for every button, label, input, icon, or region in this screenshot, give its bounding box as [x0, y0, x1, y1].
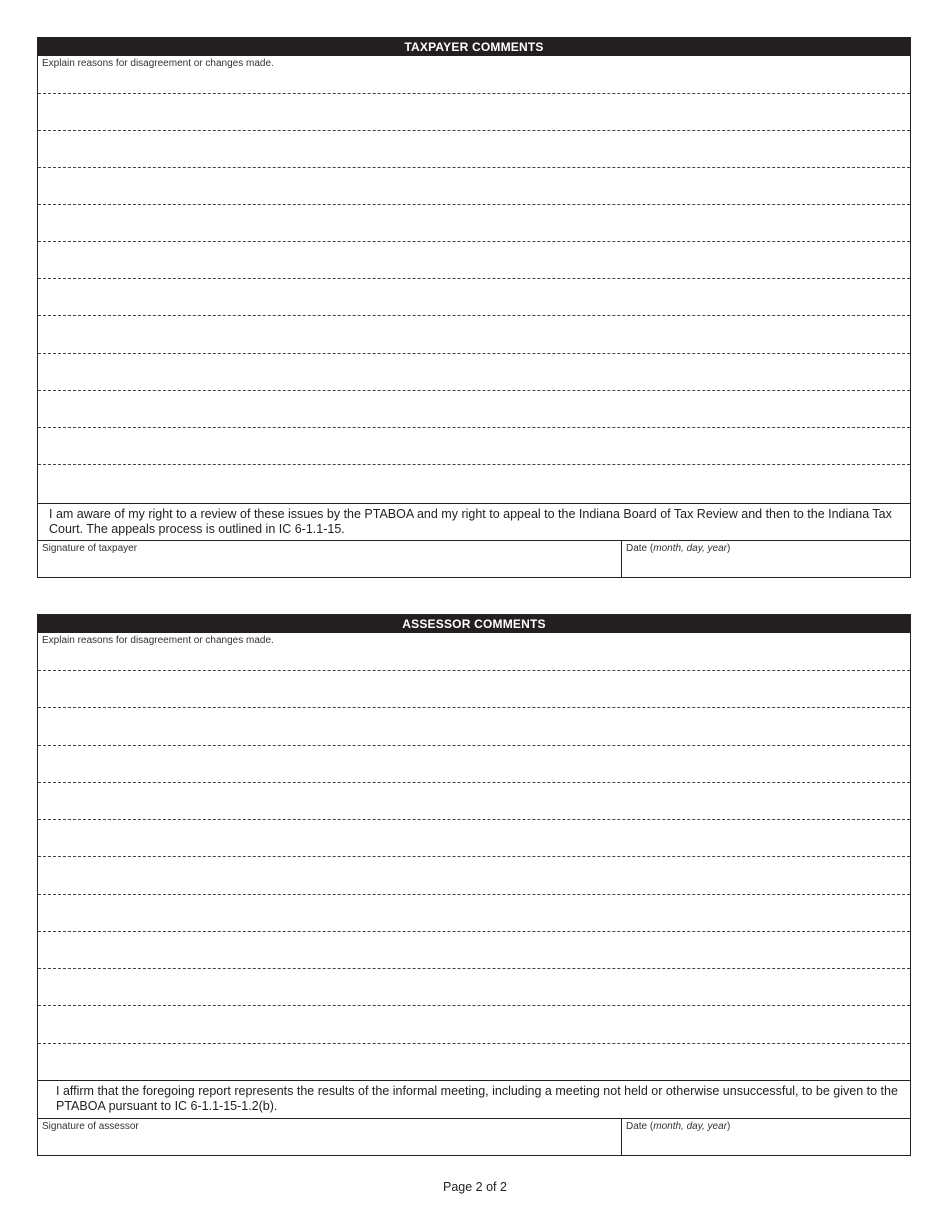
comment-line — [38, 464, 910, 465]
comment-line — [38, 278, 910, 279]
assessor-date-label: Date (month, day, year) — [626, 1121, 731, 1132]
comment-line — [38, 93, 910, 94]
comment-line — [38, 1005, 910, 1006]
taxpayer-affirmation: I am aware of my right to a review of these issues by the PTABOA and my right to appeal to the Indiana Board of Tax Review and then to the Indiana Tax Court. The appeals process is outlined in IC 6-1.1-15. — [38, 503, 910, 542]
comment-line — [38, 353, 910, 354]
assessor-comments-section — [37, 614, 911, 1156]
page-number: Page 2 of 2 — [443, 1180, 507, 1194]
assessor-comments-header: ASSESSOR COMMENTS — [38, 615, 910, 633]
comment-line — [38, 745, 910, 746]
comment-line — [38, 819, 910, 820]
comment-line — [38, 241, 910, 242]
comment-line — [38, 894, 910, 895]
assessor-signature-label: Signature of assessor — [42, 1121, 139, 1132]
comment-line — [38, 130, 910, 131]
comment-line — [38, 167, 910, 168]
comment-line — [38, 670, 910, 671]
assessor-date-field[interactable] — [621, 1119, 910, 1155]
comment-line — [38, 1043, 910, 1044]
assessor-affirmation: I affirm that the foregoing report represents the results of the informal meeting, including a meeting not held or otherwise unsuccessful, to be given to the PTABOA pursuant to IC 6-1.1-15-1.2(b). — [38, 1080, 910, 1119]
comment-line — [38, 315, 910, 316]
taxpayer-signature-row — [38, 540, 910, 577]
taxpayer-comments-section — [37, 37, 911, 578]
comment-line — [38, 204, 910, 205]
comment-line — [38, 782, 910, 783]
comment-line — [38, 968, 910, 969]
taxpayer-date-field[interactable] — [621, 541, 910, 577]
taxpayer-comments-header: TAXPAYER COMMENTS — [38, 38, 910, 56]
comment-line — [38, 427, 910, 428]
comment-line — [38, 390, 910, 391]
comment-line — [38, 707, 910, 708]
taxpayer-signature-label: Signature of taxpayer — [42, 543, 138, 554]
taxpayer-instruction: Explain reasons for disagreement or changes made. — [42, 58, 274, 69]
assessor-instruction: Explain reasons for disagreement or changes made. — [42, 635, 274, 646]
assessor-signature-row — [38, 1118, 910, 1155]
comment-line — [38, 856, 910, 857]
taxpayer-date-label: Date (month, day, year) — [626, 543, 731, 554]
comment-line — [38, 931, 910, 932]
